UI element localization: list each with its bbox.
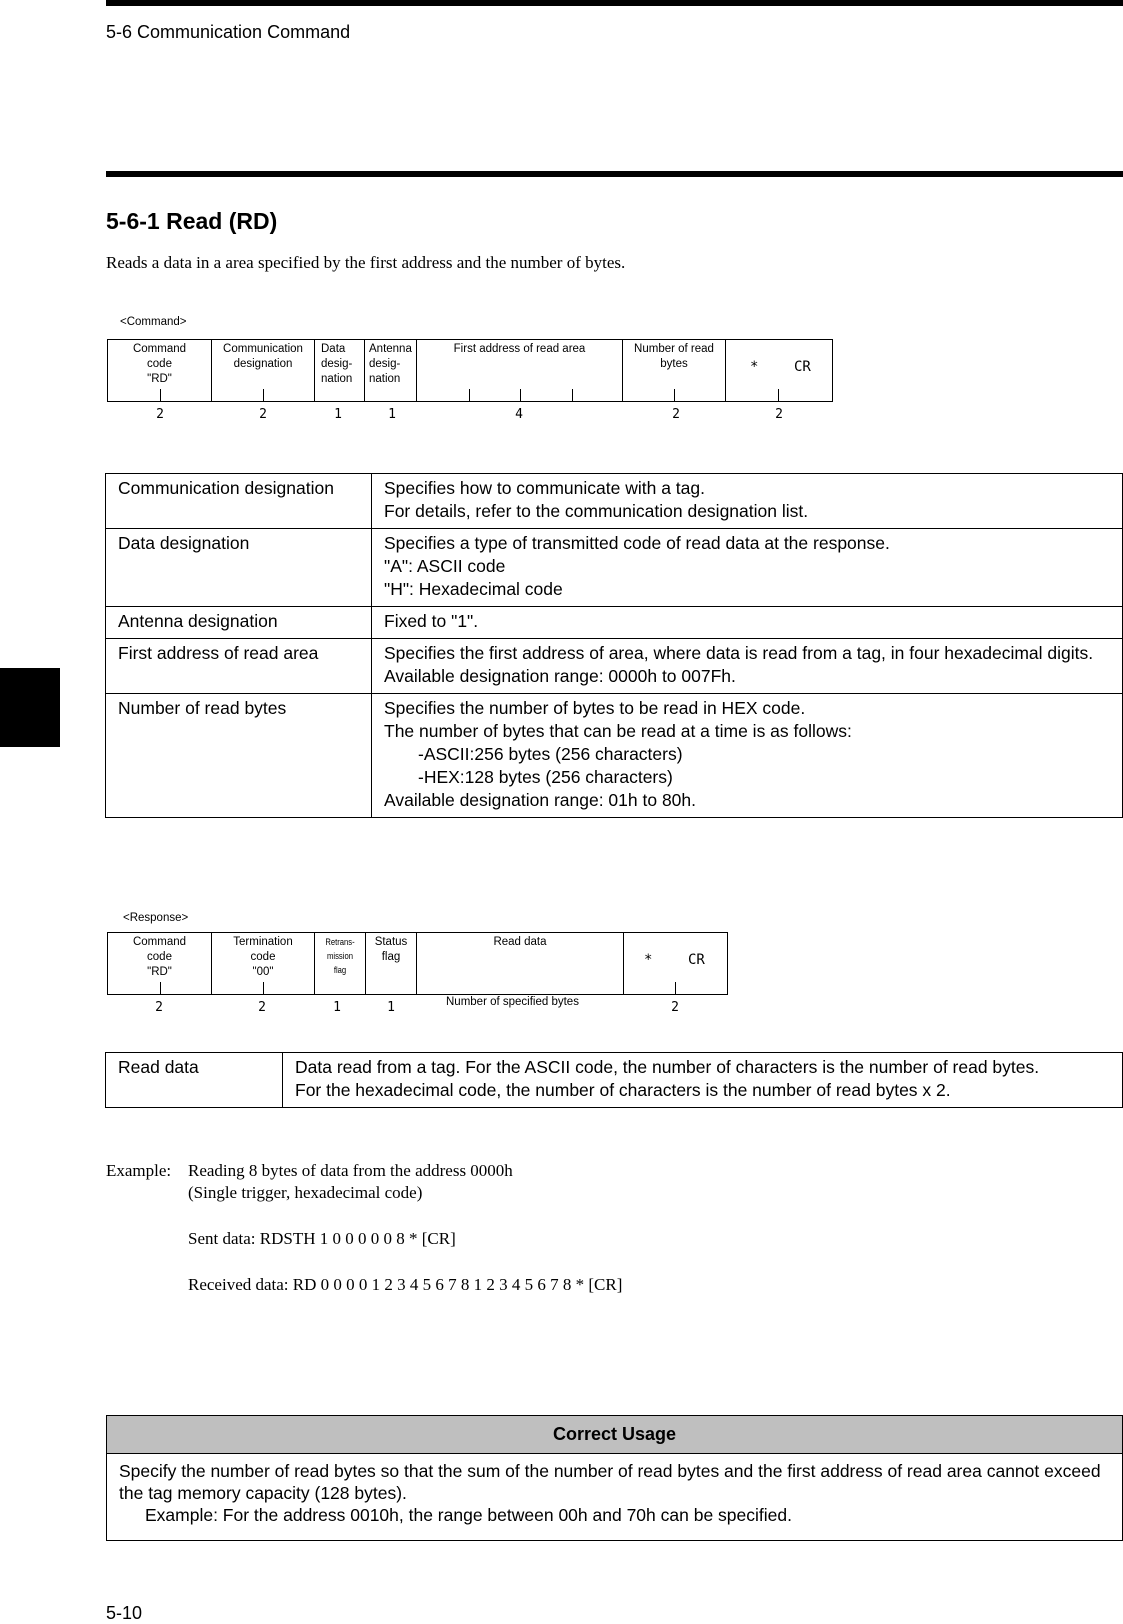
- correct-usage-title: Correct Usage: [107, 1416, 1122, 1454]
- table-row: [106, 639, 1123, 694]
- page-header: 5-6 Communication Command: [106, 22, 351, 42]
- tick: [572, 389, 573, 401]
- response-field-terminator: [624, 933, 727, 994]
- example-line-1: Reading 8 bytes of data from the address 0000h: [188, 1161, 513, 1180]
- response-description-table: [105, 1052, 1123, 1108]
- response-count: 1: [333, 1000, 341, 1015]
- response-field-code-label: Command code "RD": [132, 936, 187, 978]
- asterisk-symbol: *: [644, 952, 653, 968]
- tick: [778, 389, 779, 401]
- tick: [675, 982, 676, 994]
- command-field-data: [315, 340, 365, 401]
- term-cell: Number of read bytes: [106, 694, 372, 818]
- page-number: 5-10: [106, 1603, 143, 1623]
- command-field-data-label: Data desig- nation: [321, 343, 353, 385]
- term-cell: First address of read area: [106, 639, 372, 694]
- command-count: 4: [515, 407, 523, 422]
- response-field-read-data: [417, 933, 624, 994]
- tick: [469, 389, 470, 401]
- term-cell: Data designation: [106, 529, 372, 607]
- command-field-communication-label: Communication designation: [223, 343, 303, 370]
- definition-line: Specifies the number of bytes to be read in HEX code.: [384, 698, 806, 718]
- command-count: 1: [334, 407, 342, 422]
- definition-line: Specifies the first address of area, where data is read from a tag, in four hexadecimal digits.: [384, 643, 1094, 663]
- command-count: 2: [259, 407, 267, 422]
- response-field-read-data-label: Read data: [493, 936, 547, 948]
- definition-cell: [372, 694, 1123, 818]
- definition-line: Available designation range: 0000h to 007Fh.: [384, 666, 736, 686]
- response-field-termination-label: Termination code "00": [233, 936, 293, 978]
- tick: [674, 389, 675, 401]
- definition-line: -HEX:128 bytes (256 characters): [418, 767, 673, 787]
- example-sent: Sent data: RDSTH 1 0 0 0 0 0 8 * [CR]: [188, 1229, 456, 1248]
- definition-line: "A": ASCII code: [384, 556, 506, 576]
- response-frame: [107, 932, 728, 995]
- command-field-first-address-label: First address of read area: [453, 343, 586, 355]
- tick: [520, 389, 521, 401]
- command-field-antenna: [365, 340, 417, 401]
- command-field-communication: [212, 340, 315, 401]
- term-cell: Communication designation: [106, 474, 372, 529]
- command-count: 2: [156, 407, 164, 422]
- command-count: 1: [388, 407, 396, 422]
- definition-line: Available designation range: 01h to 80h.: [384, 790, 697, 810]
- response-count: 2: [671, 1000, 679, 1015]
- response-caption: <Response>: [123, 912, 189, 924]
- definition-cell: [372, 607, 1123, 639]
- read-data-break-top: [455, 931, 559, 932]
- example-line-2: (Single trigger, hexadecimal code): [188, 1183, 423, 1202]
- response-field-retransmission: [315, 933, 366, 994]
- definition-line: Data read from a tag. For the ASCII code, the number of characters is the number of read bytes.: [295, 1057, 1040, 1077]
- definition-line: The number of bytes that can be read at a time is as follows:: [384, 721, 852, 741]
- command-field-bytes: [623, 340, 726, 401]
- table-row: [106, 607, 1123, 639]
- read-data-break-bottom: [455, 993, 559, 994]
- command-caption: <Command>: [120, 316, 187, 328]
- response-field-status: [366, 933, 417, 994]
- example-received: Received data: RD 0 0 0 0 1 2 3 4 5 6 7 8 1 2 3 4 5 6 7 8 * [CR]: [188, 1275, 623, 1294]
- command-count: 2: [672, 407, 680, 422]
- cr-symbol: CR: [794, 359, 811, 375]
- correct-usage-text: Specify the number of read bytes so that the sum of the number of read bytes and the first address of read area cannot exceed the tag memory capacity (128 bytes).: [119, 1461, 1101, 1503]
- response-count: 2: [258, 1000, 266, 1015]
- response-read-data-count: Number of specified bytes: [446, 996, 579, 1008]
- response-field-code: [108, 933, 212, 994]
- example-label: Example:: [106, 1161, 172, 1180]
- command-field-first-address: [417, 340, 623, 401]
- term-cell: Antenna designation: [106, 607, 372, 639]
- term-cell: Read data: [106, 1053, 283, 1108]
- command-count: 2: [775, 407, 783, 422]
- tick: [160, 982, 161, 994]
- definition-line: Fixed to "1".: [384, 611, 479, 631]
- definition-line: Specifies a type of transmitted code of read data at the response.: [384, 533, 890, 553]
- tick: [263, 982, 264, 994]
- command-field-code-label: Command code "RD": [132, 343, 187, 385]
- response-count: 2: [155, 1000, 163, 1015]
- command-field-code: [108, 340, 212, 401]
- correct-usage-body: [107, 1454, 1122, 1532]
- command-description-table: [105, 473, 1123, 818]
- definition-line: "H": Hexadecimal code: [384, 579, 563, 599]
- definition-line: Specifies how to communicate with a tag.: [384, 478, 705, 498]
- command-field-antenna-label: Antenna desig- nation: [369, 343, 412, 385]
- chapter-tab: [0, 668, 60, 747]
- correct-usage-example: Example: For the address 0010h, the range between 00h and 70h can be specified.: [145, 1505, 792, 1525]
- table-row: [106, 529, 1123, 607]
- definition-line: -ASCII:256 bytes (256 characters): [418, 744, 683, 764]
- intro-text: Reads a data in a area specified by the first address and the number of bytes.: [106, 253, 626, 272]
- command-frame: [107, 339, 833, 402]
- tick: [263, 389, 264, 401]
- section-rule: [106, 171, 1123, 177]
- response-field-status-label: Status flag: [374, 936, 408, 963]
- command-field-terminator: [726, 340, 832, 401]
- section-title: 5-6-1 Read (RD): [106, 208, 278, 234]
- tick: [160, 389, 161, 401]
- table-row: [106, 474, 1123, 529]
- table-row: [106, 1053, 1123, 1108]
- table-row: [106, 694, 1123, 818]
- correct-usage-box: [106, 1415, 1123, 1541]
- definition-cell: [372, 474, 1123, 529]
- top-rule: [106, 0, 1123, 6]
- cr-symbol: CR: [688, 952, 705, 968]
- response-field-termination: [212, 933, 315, 994]
- definition-cell: [372, 529, 1123, 607]
- definition-line: For the hexadecimal code, the number of characters is the number of read bytes x 2.: [295, 1080, 951, 1100]
- definition-cell: [372, 639, 1123, 694]
- asterisk-symbol: *: [750, 359, 759, 375]
- definition-line: For details, refer to the communication designation list.: [384, 501, 809, 521]
- response-count: 1: [387, 1000, 395, 1015]
- definition-cell: [283, 1053, 1123, 1108]
- response-field-retransmission-label: Retrans- mission flag: [325, 937, 355, 975]
- command-field-bytes-label: Number of read bytes: [634, 343, 714, 370]
